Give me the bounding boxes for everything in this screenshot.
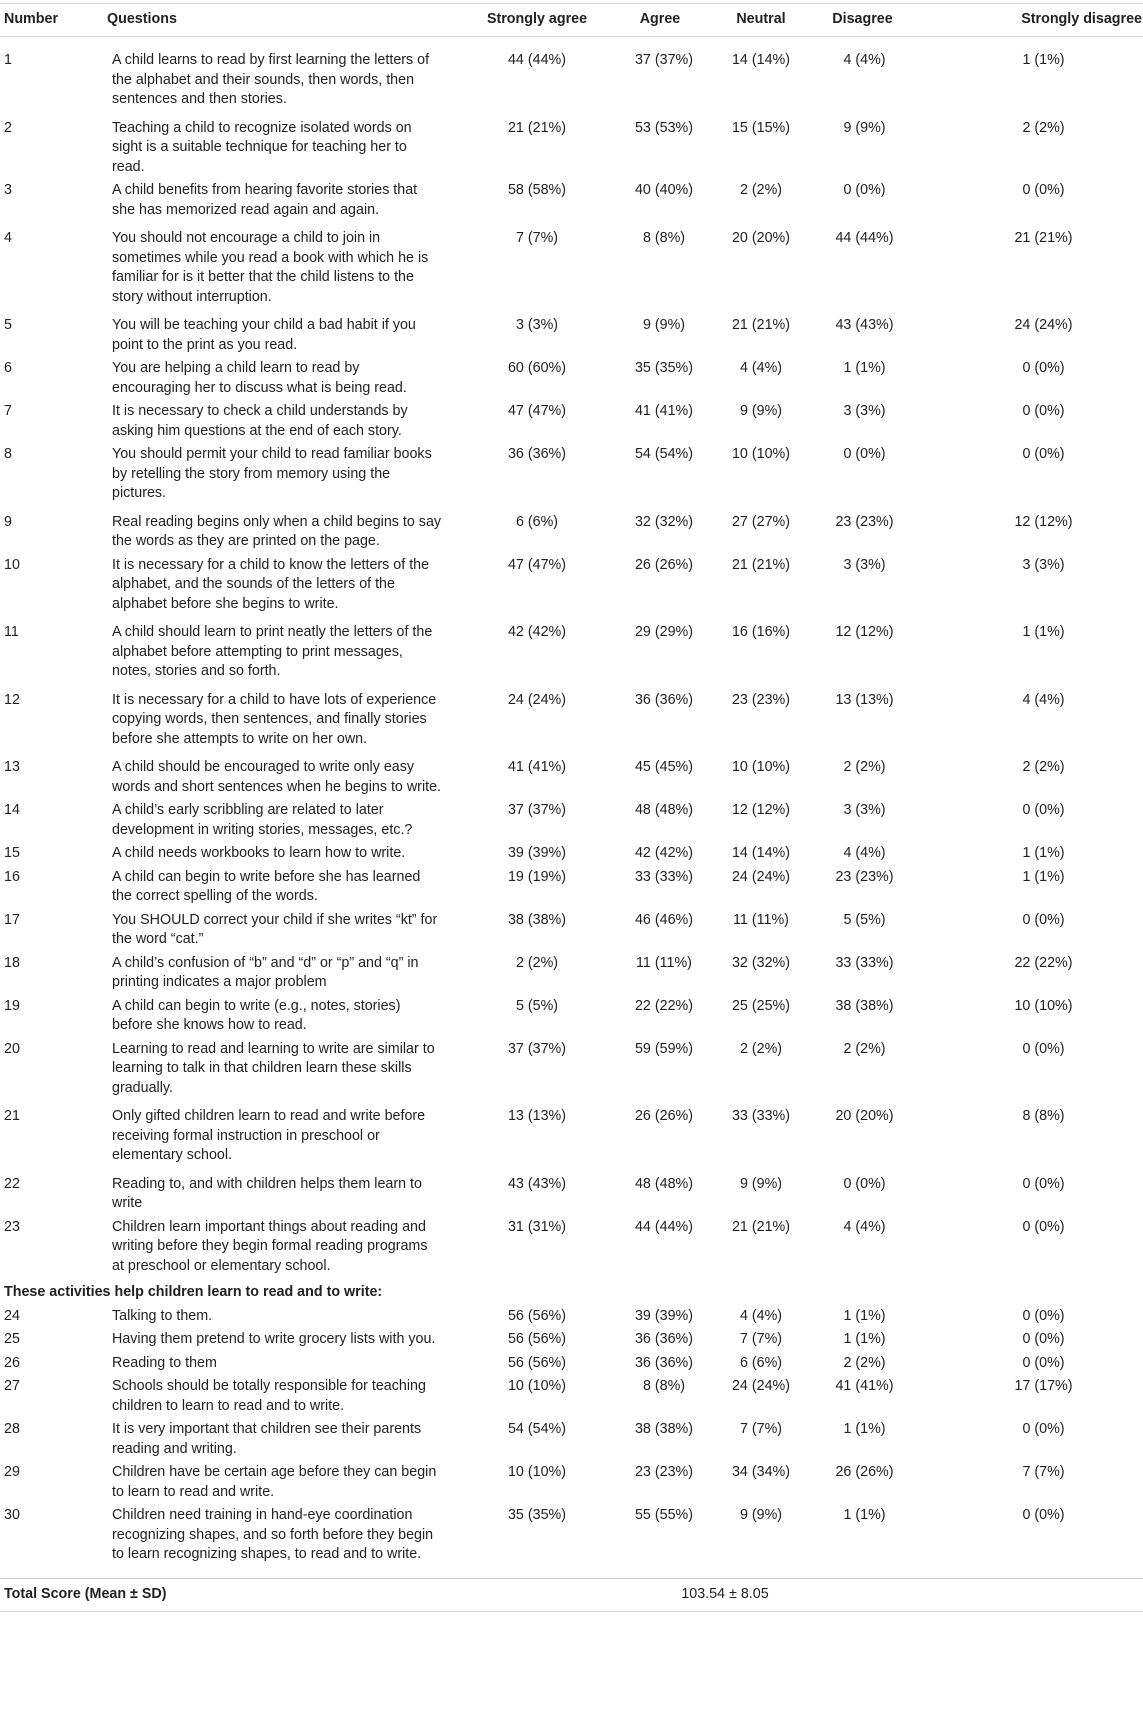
row-number: 10 (4, 556, 20, 573)
cell-disagree: 33 (33%) (835, 954, 894, 971)
cell-disagree: 0 (0%) (843, 1175, 886, 1192)
cell-agree: 44 (44%) (634, 1218, 693, 1235)
cell-neutral: 21 (21%) (731, 317, 790, 333)
cell-neutral: 6 (6%) (739, 1354, 783, 1371)
cell-strongly-disagree: 0 (0%) (1022, 182, 1065, 198)
cell-neutral: 7 (7%) (739, 1421, 783, 1437)
cell-neutral: 25 (25%) (731, 997, 790, 1014)
cell-strongly-agree: 31 (31%) (507, 1218, 566, 1235)
table-row (0, 1326, 1143, 1350)
table-row (0, 225, 1143, 312)
cell-neutral: 14 (14%) (731, 52, 790, 68)
cell-disagree: 2 (2%) (843, 1354, 886, 1371)
table-row (0, 355, 1143, 398)
cell-agree: 36 (36%) (634, 691, 693, 708)
row-number: 22 (4, 1175, 20, 1192)
cell-strongly-disagree: 7 (7%) (1022, 1464, 1065, 1480)
cell-strongly-agree: 21 (21%) (507, 119, 566, 136)
row-question: Having them pretend to write grocery lists with you. (112, 1331, 436, 1347)
cell-strongly-disagree: 0 (0%) (1022, 360, 1065, 376)
cell-agree: 45 (45%) (634, 759, 693, 775)
cell-disagree: 12 (12%) (835, 624, 894, 640)
cell-agree: 29 (29%) (634, 624, 693, 640)
row-number: 24 (4, 1307, 20, 1324)
cell-agree: 33 (33%) (634, 868, 693, 885)
table-row (0, 1373, 1143, 1416)
row-number: 26 (4, 1354, 20, 1371)
cell-strongly-disagree: 0 (0%) (1022, 802, 1065, 818)
cell-strongly-agree: 37 (37%) (507, 1040, 566, 1057)
cell-agree: 42 (42%) (634, 845, 693, 861)
row-question: It is necessary to check a child understands by asking him questions at the end of each story. (112, 403, 408, 439)
table-row (0, 115, 1143, 178)
cell-strongly-disagree: 4 (4%) (1022, 691, 1065, 708)
cell-agree: 41 (41%) (634, 403, 693, 419)
cell-disagree: 1 (1%) (843, 1331, 886, 1347)
total-group (0, 1578, 1143, 1611)
cell-disagree: 0 (0%) (843, 182, 886, 198)
cell-disagree: 0 (0%) (843, 446, 886, 462)
cell-neutral: 16 (16%) (731, 624, 790, 640)
cell-strongly-agree: 43 (43%) (507, 1175, 566, 1192)
cell-agree: 37 (37%) (634, 52, 693, 68)
cell-neutral: 9 (9%) (739, 1507, 783, 1523)
cell-agree: 40 (40%) (634, 182, 693, 198)
cell-disagree: 2 (2%) (843, 1040, 886, 1057)
row-number: 7 (4, 403, 12, 419)
cell-neutral: 20 (20%) (731, 230, 790, 246)
cell-neutral: 2 (2%) (739, 182, 783, 198)
cell-strongly-disagree: 1 (1%) (1022, 52, 1065, 68)
row-question: A child benefits from hearing favorite stories that she has memorized read again and again. (112, 182, 418, 218)
row-question: It is very important that children see their parents reading and writing. (112, 1421, 422, 1457)
cell-strongly-agree: 58 (58%) (507, 182, 566, 198)
cell-agree: 48 (48%) (634, 1175, 693, 1192)
cell-strongly-agree: 2 (2%) (515, 954, 559, 971)
table-row (0, 1416, 1143, 1459)
cell-disagree: 1 (1%) (843, 1421, 886, 1437)
cell-agree: 9 (9%) (642, 317, 686, 333)
cell-strongly-disagree: 0 (0%) (1022, 1354, 1065, 1371)
cell-disagree: 1 (1%) (843, 1507, 886, 1523)
cell-strongly-agree: 47 (47%) (507, 403, 566, 419)
row-question: A child should learn to print neatly the letters of the alphabet before attempting to print messages, notes, stories and so forth. (112, 624, 433, 679)
table-row (0, 1303, 1143, 1327)
cell-agree: 26 (26%) (634, 1108, 693, 1124)
cell-disagree: 23 (23%) (835, 513, 894, 530)
row-question: Real reading begins only when a child begins to say the words as they are printed on the page. (112, 513, 442, 549)
cell-strongly-disagree: 0 (0%) (1022, 403, 1065, 419)
row-number: 8 (4, 446, 12, 462)
table-header (0, 4, 1143, 37)
row-number: 18 (4, 954, 20, 971)
table-row (0, 1459, 1143, 1502)
cell-strongly-agree: 19 (19%) (507, 868, 566, 885)
row-number: 20 (4, 1040, 20, 1057)
row-question: Teaching a child to recognize isolated words on sight is a suitable technique for teaching her to read. (112, 119, 412, 175)
row-number: 4 (4, 230, 12, 246)
cell-neutral: 24 (24%) (731, 1378, 790, 1394)
row-question: You will be teaching your child a bad habit if you point to the print as you read. (112, 317, 416, 353)
cell-agree: 38 (38%) (634, 1421, 693, 1437)
row-question: You should not encourage a child to join in sometimes while you read a book with which he is familiar for is it better that the child listens to the story without interruption. (112, 230, 429, 305)
row-question: A child should be encouraged to write only easy words and short sentences when he begins to write. (112, 759, 442, 795)
cell-disagree: 13 (13%) (835, 691, 894, 708)
row-number: 25 (4, 1331, 20, 1347)
cell-strongly-agree: 37 (37%) (507, 802, 566, 818)
row-number: 29 (4, 1464, 20, 1480)
table-row (0, 754, 1143, 797)
row-number: 16 (4, 868, 20, 885)
row-number: 1 (4, 52, 12, 68)
cell-strongly-disagree: 0 (0%) (1022, 1218, 1065, 1235)
cell-disagree: 41 (41%) (835, 1378, 894, 1394)
cell-neutral: 7 (7%) (739, 1331, 783, 1347)
header-number: Number (0, 4, 103, 37)
cell-agree: 48 (48%) (634, 802, 693, 818)
row-number: 13 (4, 759, 20, 775)
row-question: You should permit your child to read familiar books by retelling the story from memory using the pictures. (112, 446, 432, 501)
cell-strongly-agree: 47 (47%) (507, 556, 566, 573)
cell-neutral: 9 (9%) (739, 403, 783, 419)
cell-strongly-disagree: 0 (0%) (1022, 446, 1065, 462)
table-row (0, 552, 1143, 620)
row-number: 23 (4, 1218, 20, 1235)
row-number: 12 (4, 691, 20, 708)
cell-strongly-disagree: 22 (22%) (1014, 954, 1073, 971)
header-questions: Questions (103, 4, 450, 37)
cell-disagree: 38 (38%) (835, 997, 894, 1014)
table-body-part1 (0, 37, 1143, 1282)
cell-strongly-disagree: 0 (0%) (1022, 1507, 1065, 1523)
cell-strongly-agree: 42 (42%) (507, 624, 566, 640)
header-disagree: Disagree (826, 4, 899, 37)
cell-strongly-disagree: 17 (17%) (1014, 1378, 1073, 1394)
cell-disagree: 1 (1%) (843, 1307, 886, 1324)
row-question: You SHOULD correct your child if she writes “kt” for the word “cat.” (112, 911, 438, 947)
row-question: Children have be certain age before they can begin to learn to read and write. (112, 1464, 437, 1500)
cell-strongly-agree: 39 (39%) (507, 845, 566, 861)
table-row (0, 1350, 1143, 1374)
table-row (0, 1036, 1143, 1104)
cell-strongly-agree: 56 (56%) (507, 1307, 566, 1324)
total-empty-2 (899, 1578, 1143, 1611)
header-agree: Agree (624, 4, 696, 37)
row-number: 3 (4, 182, 12, 198)
cell-agree: 23 (23%) (634, 1464, 693, 1480)
cell-neutral: 32 (32%) (731, 954, 790, 971)
table-row (0, 619, 1143, 687)
row-question: Reading to them (112, 1354, 217, 1371)
cell-strongly-disagree: 12 (12%) (1014, 513, 1073, 530)
row-number: 27 (4, 1378, 20, 1394)
table-row (0, 509, 1143, 552)
row-question: Talking to them. (112, 1307, 213, 1324)
row-number: 19 (4, 997, 20, 1014)
cell-neutral: 10 (10%) (731, 759, 790, 775)
cell-strongly-disagree: 0 (0%) (1022, 1331, 1065, 1347)
cell-neutral: 21 (21%) (731, 556, 790, 573)
cell-strongly-agree: 6 (6%) (515, 513, 559, 530)
cell-agree: 35 (35%) (634, 360, 693, 376)
cell-agree: 53 (53%) (634, 119, 693, 136)
cell-neutral: 10 (10%) (731, 446, 790, 462)
cell-neutral: 34 (34%) (731, 1464, 790, 1480)
cell-strongly-disagree: 21 (21%) (1014, 230, 1073, 246)
cell-disagree: 4 (4%) (843, 845, 886, 861)
row-question: Learning to read and learning to write are similar to learning to talk in that children learn these skills gradually. (112, 1040, 435, 1096)
row-question: It is necessary for a child to know the letters of the alphabet, and the sounds of the letters of the alphabet before she begins to write. (112, 556, 430, 612)
cell-disagree: 3 (3%) (843, 403, 886, 419)
cell-disagree: 2 (2%) (843, 759, 886, 775)
section-heading: These activities help children learn to read and to write: (4, 1284, 383, 1300)
total-empty-1 (826, 1578, 899, 1611)
cell-disagree: 4 (4%) (843, 1218, 886, 1235)
row-number: 28 (4, 1421, 20, 1437)
table-row (0, 840, 1143, 864)
table-row (0, 864, 1143, 907)
cell-agree: 8 (8%) (642, 230, 686, 246)
cell-disagree: 4 (4%) (843, 52, 886, 68)
row-question: A child needs workbooks to learn how to write. (112, 845, 406, 861)
cell-strongly-disagree: 0 (0%) (1022, 1040, 1065, 1057)
row-number: 9 (4, 513, 12, 530)
table-row (0, 1103, 1143, 1171)
cell-disagree: 9 (9%) (843, 119, 886, 136)
row-question: Reading to, and with children helps them learn to write (112, 1175, 422, 1211)
cell-neutral: 15 (15%) (731, 119, 790, 136)
cell-agree: 46 (46%) (634, 911, 693, 928)
table-row (0, 398, 1143, 441)
cell-strongly-agree: 60 (60%) (507, 360, 566, 376)
cell-agree: 32 (32%) (634, 513, 693, 530)
cell-strongly-agree: 13 (13%) (507, 1108, 566, 1124)
table-row (0, 177, 1143, 225)
cell-strongly-agree: 54 (54%) (507, 1421, 566, 1437)
cell-strongly-disagree: 10 (10%) (1014, 997, 1073, 1014)
cell-agree: 54 (54%) (634, 446, 693, 462)
cell-agree: 39 (39%) (634, 1307, 693, 1324)
row-question: A child’s confusion of “b” and “d” or “p” and “q” in printing indicates a major problem (112, 954, 419, 990)
cell-strongly-agree: 10 (10%) (507, 1464, 566, 1480)
cell-agree: 55 (55%) (634, 1507, 693, 1523)
cell-neutral: 14 (14%) (731, 845, 790, 861)
row-number: 30 (4, 1507, 20, 1523)
cell-strongly-agree: 38 (38%) (507, 911, 566, 928)
table-row (0, 441, 1143, 509)
cell-disagree: 3 (3%) (843, 802, 886, 818)
table-row (0, 1214, 1143, 1282)
cell-strongly-agree: 35 (35%) (507, 1507, 566, 1523)
cell-neutral: 4 (4%) (739, 1307, 783, 1324)
cell-strongly-disagree: 1 (1%) (1022, 845, 1065, 861)
cell-strongly-disagree: 0 (0%) (1022, 1421, 1065, 1437)
cell-disagree: 23 (23%) (835, 868, 894, 885)
table-row (0, 312, 1143, 355)
table-row (0, 687, 1143, 755)
cell-neutral: 4 (4%) (739, 360, 783, 376)
cell-strongly-agree: 41 (41%) (507, 759, 566, 775)
row-number: 15 (4, 845, 20, 861)
header-strongly-disagree: Strongly disagree (899, 4, 1143, 37)
cell-strongly-disagree: 1 (1%) (1022, 624, 1065, 640)
cell-agree: 36 (36%) (634, 1354, 693, 1371)
cell-neutral: 21 (21%) (731, 1218, 790, 1235)
total-value: 103.54 ± 8.05 (624, 1578, 826, 1611)
cell-agree: 59 (59%) (634, 1040, 693, 1057)
cell-disagree: 20 (20%) (835, 1108, 894, 1124)
row-number: 5 (4, 317, 12, 333)
table-row (0, 993, 1143, 1036)
cell-strongly-agree: 10 (10%) (507, 1378, 566, 1394)
cell-strongly-agree: 24 (24%) (507, 691, 566, 708)
row-question: A child can begin to write (e.g., notes, stories) before she knows how to read. (112, 997, 401, 1033)
cell-strongly-disagree: 24 (24%) (1014, 317, 1073, 333)
row-question: Only gifted children learn to read and write before receiving formal instruction in preschool or elementary school. (112, 1108, 426, 1163)
header-strongly-agree: Strongly agree (450, 4, 624, 37)
table-row (0, 950, 1143, 993)
cell-strongly-agree: 5 (5%) (515, 997, 559, 1014)
survey-results-table (0, 3, 1143, 1612)
row-question: A child learns to read by first learning the letters of the alphabet and their sounds, then words, then sentences and then stories. (112, 52, 430, 107)
cell-strongly-agree: 3 (3%) (515, 317, 559, 333)
cell-neutral: 24 (24%) (731, 868, 790, 885)
table-row (0, 907, 1143, 950)
total-label: Total Score (Mean ± SD) (0, 1578, 624, 1611)
cell-strongly-disagree: 8 (8%) (1022, 1108, 1065, 1124)
row-number: 6 (4, 360, 12, 376)
table-row (0, 1502, 1143, 1578)
row-number: 17 (4, 911, 20, 928)
cell-agree: 26 (26%) (634, 556, 693, 573)
cell-neutral: 33 (33%) (731, 1108, 790, 1124)
header-row (0, 4, 1143, 37)
header-neutral: Neutral (696, 4, 826, 37)
table-row (0, 1171, 1143, 1214)
cell-strongly-disagree: 2 (2%) (1022, 119, 1065, 136)
cell-neutral: 11 (11%) (733, 911, 789, 928)
row-number: 14 (4, 802, 20, 818)
table-body-part2 (0, 1303, 1143, 1579)
row-question: A child can begin to write before she has learned the correct spelling of the words. (112, 868, 421, 904)
cell-strongly-agree: 56 (56%) (507, 1331, 566, 1347)
row-number: 11 (4, 624, 19, 640)
cell-strongly-agree: 36 (36%) (507, 446, 566, 462)
cell-strongly-agree: 56 (56%) (507, 1354, 566, 1371)
cell-strongly-disagree: 1 (1%) (1022, 868, 1065, 885)
cell-disagree: 1 (1%) (843, 360, 886, 376)
row-question: Children learn important things about reading and writing before they begin formal reading programs at preschool or elementary school. (112, 1218, 428, 1274)
table-row (0, 37, 1143, 115)
cell-agree: 36 (36%) (634, 1331, 693, 1347)
row-question: You are helping a child learn to read by encouraging her to discuss what is being read. (112, 360, 407, 396)
row-question: Schools should be totally responsible for teaching children to learn to read and to write. (112, 1378, 426, 1414)
row-question: A child’s early scribbling are related to later development in writing stories, messages, etc.? (112, 802, 413, 838)
cell-strongly-agree: 7 (7%) (515, 230, 559, 246)
cell-strongly-disagree: 2 (2%) (1022, 759, 1065, 775)
cell-neutral: 23 (23%) (731, 691, 790, 708)
cell-strongly-disagree: 0 (0%) (1022, 911, 1065, 928)
cell-neutral: 9 (9%) (739, 1175, 783, 1192)
cell-disagree: 5 (5%) (843, 911, 886, 928)
cell-agree: 8 (8%) (642, 1378, 686, 1394)
row-number: 21 (4, 1108, 20, 1124)
cell-disagree: 3 (3%) (843, 556, 886, 573)
cell-agree: 11 (11%) (636, 954, 692, 971)
row-question: Children need training in hand-eye coordination recognizing shapes, and so forth before they begin to learn recognizing shapes, to read and to write. (112, 1507, 434, 1562)
cell-neutral: 2 (2%) (739, 1040, 783, 1057)
cell-disagree: 44 (44%) (835, 230, 894, 246)
cell-strongly-disagree: 3 (3%) (1022, 556, 1065, 573)
cell-neutral: 12 (12%) (731, 802, 790, 818)
cell-neutral: 27 (27%) (731, 513, 790, 530)
cell-strongly-disagree: 0 (0%) (1022, 1307, 1065, 1324)
row-question: It is necessary for a child to have lots of experience copying words, then sentences, and finally stories before she attempts to write on her own. (112, 691, 437, 747)
cell-strongly-agree: 44 (44%) (507, 52, 566, 68)
total-row (0, 1578, 1143, 1611)
cell-disagree: 26 (26%) (835, 1464, 894, 1480)
cell-agree: 22 (22%) (634, 997, 693, 1014)
cell-disagree: 43 (43%) (835, 317, 894, 333)
section-group (0, 1281, 1143, 1303)
row-number: 2 (4, 119, 12, 136)
table-row (0, 797, 1143, 840)
section-heading-row (0, 1281, 1143, 1303)
cell-strongly-disagree: 0 (0%) (1022, 1175, 1065, 1192)
